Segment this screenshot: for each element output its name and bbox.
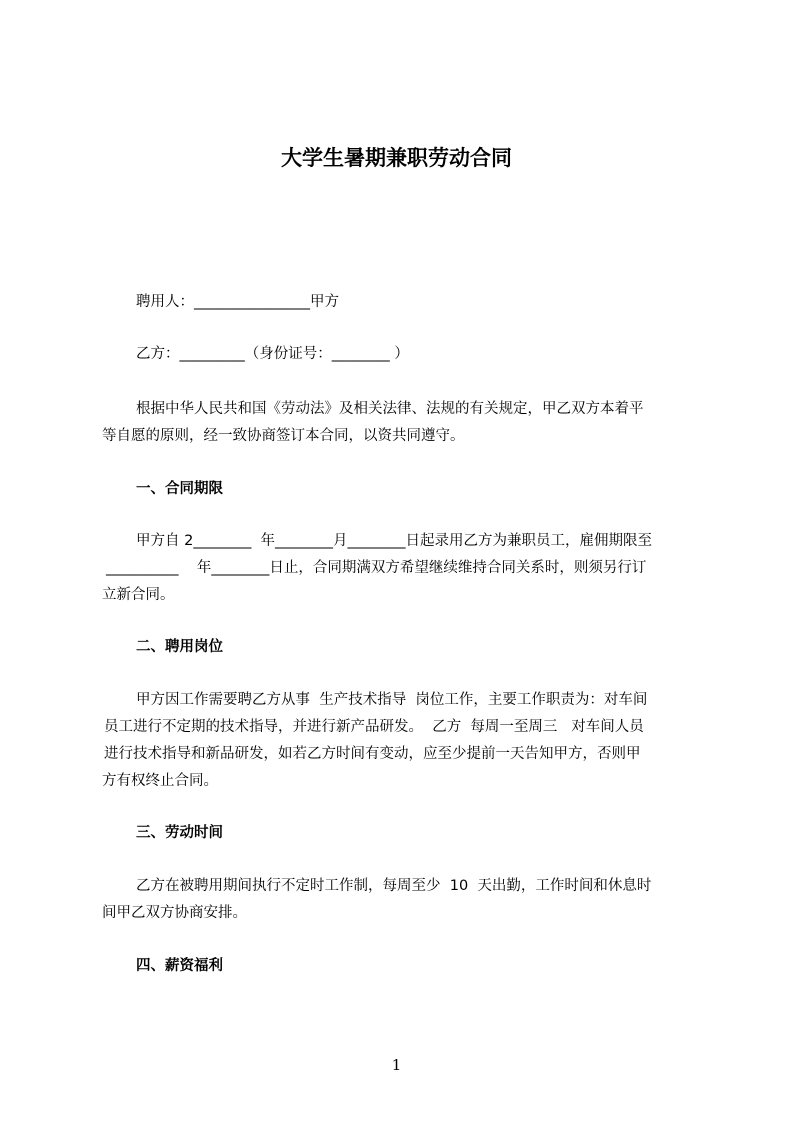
page-number: 1 — [391, 1056, 402, 1074]
section-2-heading: 二、聘用岗位 — [136, 639, 223, 655]
section-2-line-4: 方有权终止合同。 — [102, 773, 218, 789]
section-1-heading: 一、合同期限 — [136, 481, 223, 497]
document-title: 大学生暑期兼职劳动合同 — [281, 146, 512, 170]
preamble-line-2: 等自愿的原则，经一致协商签订本合同，以资共同遵守。 — [102, 428, 465, 444]
section-2-line-2: 员工进行不定期的技术指导，并进行新产品研发。 乙方 每周一至周三 对车间人员 — [104, 719, 644, 735]
section-4-heading: 四、薪资福利 — [136, 958, 223, 974]
employer-line: 聘用人：________________甲方 — [136, 294, 339, 310]
section-3-line-1: 乙方在被聘用期间执行不定时工作制，每周至少 10 天出勤，工作时间和休息时 — [136, 878, 652, 894]
employee-line: 乙方：_________（身份证号：________ ） — [136, 346, 409, 362]
preamble-line-1: 根据中华人民共和国《劳动法》及相关法律、法规的有关规定，甲乙双方本着平 — [136, 401, 644, 417]
section-1-line-3: 立新合同。 — [102, 587, 175, 603]
section-2-line-3: 进行技术指导和新品研发，如若乙方时间有变动，应至少提前一天告知甲方，否则甲 — [104, 746, 641, 762]
section-3-line-2: 间甲乙双方协商安排。 — [102, 905, 247, 921]
section-1-line-1: 甲方自 2________ 年________月________日起录用乙方为兼职员工，雇佣期限至 — [136, 533, 653, 549]
section-2-line-1: 甲方因工作需要聘乙方从事 生产技术指导 岗位工作，主要工作职责为：对车间 — [136, 692, 648, 708]
section-1-line-2: __________ 年________日止，合同期满双方希望继续维持合同关系时，则须另行订 — [106, 560, 647, 576]
section-3-heading: 三、劳动时间 — [136, 825, 223, 841]
